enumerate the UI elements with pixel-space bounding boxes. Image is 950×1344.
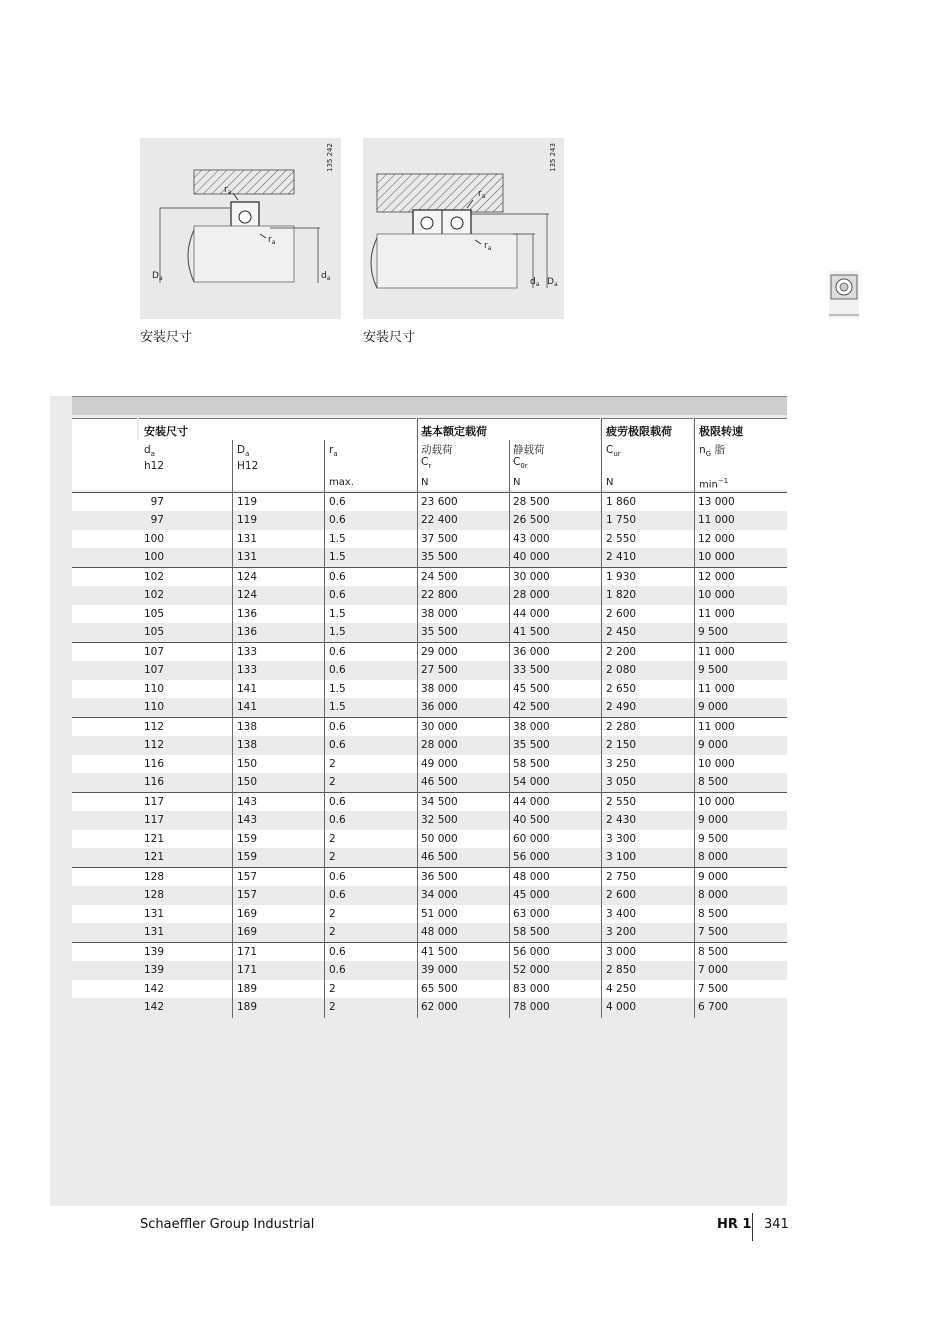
table-cell: 28 000 [513,588,550,601]
mounting-figure-2 [363,138,564,319]
header-fatigue: 疲劳极限载荷 [606,425,672,438]
table-cell: 8 000 [698,888,729,901]
table-cell: 54 000 [513,776,550,789]
table-cell: 141 [237,701,258,714]
table-cell: 48 000 [421,926,458,939]
table-cell: 189 [237,982,258,995]
table-cell: 1.5 [329,607,346,620]
table-cell: 0.6 [329,871,346,883]
table-cell: 121 [143,851,164,864]
table-cell: 9 500 [698,663,729,676]
table-row [72,830,787,849]
table-cell: 34 500 [421,796,458,808]
table-cell: 3 300 [606,832,637,845]
table-cell: 38 000 [421,607,458,620]
table-cell: 2 [329,926,336,939]
table-cell: 37 500 [421,532,458,545]
column-divider [509,440,510,1018]
table-cell: 124 [237,571,258,583]
table-cell: 9 000 [698,738,729,751]
figure-caption: 安装尺寸 [363,330,416,345]
table-cell: 171 [237,963,258,976]
table-cell: 131 [237,551,258,564]
table-cell: 1 930 [606,571,637,583]
table-cell: 1.5 [329,626,346,639]
ra-bottom-label: $r_a$ [484,241,492,252]
table-row [72,773,787,792]
table-row [72,961,787,980]
table-cell: 35 500 [513,738,550,751]
table-cell: 3 400 [606,907,637,920]
unit-cur: N [606,477,614,488]
group-header-blank [72,418,137,440]
table-row [72,998,787,1017]
mounting-drawing-pair [363,138,564,319]
table-cell: 7 500 [698,982,729,995]
table-cell: 157 [237,871,258,883]
table-row [72,792,787,812]
table-cell: 0.6 [329,813,346,826]
table-cell: 157 [237,888,258,901]
table-cell: 9 000 [698,701,729,714]
table-cell: 28 500 [513,496,550,508]
column-divider [324,440,325,1018]
figure-caption: 安装尺寸 [140,330,193,345]
subheader-dynamic: 动载荷 $C_r$ [421,444,453,471]
table-cell: 2 [329,851,336,864]
table-cell: 2 [329,776,336,789]
table-cell: 0.6 [329,663,346,676]
table-cell: 58 500 [513,757,550,770]
table-cell: 97 [150,513,164,526]
table-cell: 8 000 [698,851,729,864]
table-cell: 105 [143,626,164,639]
table-cell: 1.5 [329,701,346,714]
table-cell: 112 [143,738,164,751]
table-cell: 78 000 [513,1001,550,1014]
column-divider [232,440,233,1018]
table-cell: 62 000 [421,1001,458,1014]
table-cell: 12 000 [698,571,735,583]
table-cell: 117 [143,796,164,808]
table-cell: 0.6 [329,646,346,658]
table-cell: 46 500 [421,776,458,789]
da-label: $d_a$ [321,271,331,282]
table-cell: 119 [237,496,258,508]
table-cell: 141 [237,682,258,695]
table-row [72,567,787,587]
Da-label: $D_a$ [152,271,163,282]
table-cell: 0.6 [329,963,346,976]
table-cell: 2 280 [606,721,637,733]
table-cell: 50 000 [421,832,458,845]
table-cell: 23 600 [421,496,458,508]
table-row [72,736,787,755]
table-cell: 112 [143,721,164,733]
table-cell: 133 [237,663,258,676]
table-row [72,755,787,774]
table-cell: 2 080 [606,663,637,676]
unit-cr: N [421,477,429,488]
table-cell: 105 [143,607,164,620]
table-cell: 2 490 [606,701,637,714]
table-cell: 10 000 [698,588,735,601]
table-cell: 110 [143,682,164,695]
table-cell: 142 [143,982,164,995]
table-cell: 2 550 [606,532,637,545]
table-cell: 22 400 [421,513,458,526]
table-cell: 49 000 [421,757,458,770]
column-divider [601,418,602,1018]
table-row [72,848,787,867]
table-cell: 128 [143,871,164,883]
table-cell: 2 750 [606,871,637,883]
table-cell: 56 000 [513,946,550,958]
table-cell: 143 [237,796,258,808]
table-cell: 36 000 [421,701,458,714]
table-cell: 45 000 [513,888,550,901]
table-row [72,698,787,717]
subheader-static: 静载荷 $C_{0r}$ [513,444,545,471]
table-cell: 0.6 [329,571,346,583]
table-cell: 33 500 [513,663,550,676]
table-cell: 2 450 [606,626,637,639]
table-cell: 11 000 [698,646,735,658]
table-row [72,605,787,624]
table-row [72,511,787,530]
subheader-da: $d_a$ h12 [144,444,165,473]
table-cell: 9 000 [698,813,729,826]
table-cell: 10 000 [698,757,735,770]
table-cell: 1.5 [329,682,346,695]
table-cell: 44 000 [513,607,550,620]
table-cell: 133 [237,646,258,658]
table-cell: 65 500 [421,982,458,995]
table-cell: 3 050 [606,776,637,789]
table-cell: 36 000 [513,646,550,658]
table-cell: 56 000 [513,851,550,864]
table-cell: 131 [143,926,164,939]
table-cell: 35 500 [421,626,458,639]
table-cell: 41 500 [513,626,550,639]
table-cell: 171 [237,946,258,958]
subheader-ng: $n_G$ 脂 [699,444,725,459]
table-cell: 2 [329,907,336,920]
header-load-ratings: 基本额定载荷 [421,425,487,438]
table-cell: 30 000 [421,721,458,733]
footer-section: HR 1 [717,1217,752,1232]
table-cell: 150 [237,757,258,770]
table-cell: 63 000 [513,907,550,920]
table-cell: 0.6 [329,796,346,808]
table-cell: 46 500 [421,851,458,864]
table-cell: 1.5 [329,551,346,564]
table-cell: 128 [143,888,164,901]
table-cell: 100 [143,551,164,564]
table-cell: 48 000 [513,871,550,883]
column-divider [694,418,695,1018]
table-row [72,586,787,605]
table-cell: 0.6 [329,496,346,508]
table-cell: 1.5 [329,532,346,545]
table-cell: 2 600 [606,888,637,901]
table-row [72,942,787,962]
table-row [72,980,787,999]
table-cell: 2 410 [606,551,637,564]
table-row [72,548,787,567]
table-cell: 30 000 [513,571,550,583]
table-row [72,623,787,642]
table-cell: 124 [237,588,258,601]
table-cell: 10 000 [698,551,735,564]
table-cell: 119 [237,513,258,526]
table-cell: 11 000 [698,721,735,733]
table-cell: 3 000 [606,946,637,958]
table-cell: 10 000 [698,796,735,808]
table-cell: 1 820 [606,588,637,601]
table-cell: 8 500 [698,907,729,920]
table-cell: 9 500 [698,626,729,639]
table-row [72,492,787,512]
table-cell: 34 000 [421,888,458,901]
table-cell: 2 650 [606,682,637,695]
table-cell: 116 [143,776,164,789]
table-cell: 60 000 [513,832,550,845]
subheader-cur: $C_{ur}$ [606,444,621,459]
table-cell: 142 [143,1001,164,1014]
table-cell: 8 500 [698,946,729,958]
table-cell: 138 [237,721,258,733]
table-cell: 131 [237,532,258,545]
table-cell: 4 250 [606,982,637,995]
table-cell: 9 500 [698,832,729,845]
table-cell: 2 [329,757,336,770]
table-row [72,661,787,680]
table-cell: 117 [143,813,164,826]
table-cell: 40 000 [513,551,550,564]
table-cell: 3 100 [606,851,637,864]
table-cell: 139 [143,946,164,958]
table-cell: 51 000 [421,907,458,920]
table-cell: 136 [237,626,258,639]
ra-bottom-label: $r_a$ [268,235,276,246]
table-cell: 11 000 [698,513,735,526]
subheader-Da: $D_a$ H12 [237,444,259,473]
table-cell: 189 [237,1001,258,1014]
table-cell: 143 [237,813,258,826]
table-row [72,811,787,830]
header-speed: 极限转速 [699,425,743,438]
table-row [72,923,787,942]
table-row [72,867,787,887]
table-row [72,717,787,737]
table-cell: 7 500 [698,926,729,939]
table-cell: 169 [237,907,258,920]
mounting-drawing-single [140,138,341,319]
footer-separator [752,1213,753,1241]
da-label: $d_a$ [530,277,540,288]
table-cell: 2 550 [606,796,637,808]
table-row [72,642,787,662]
table-cell: 11 000 [698,607,735,620]
table-cell: 97 [150,496,164,508]
table-cell: 107 [143,646,164,658]
table-cell: 150 [237,776,258,789]
bearing-section-icon [829,271,859,318]
table-cell: 28 000 [421,738,458,751]
table-cell: 159 [237,851,258,864]
table-cell: 43 000 [513,532,550,545]
table-cell: 0.6 [329,513,346,526]
table-cell: 0.6 [329,721,346,733]
table-cell: 110 [143,701,164,714]
figure-code: 135 242 [326,143,334,172]
table-row [72,530,787,549]
table-cell: 116 [143,757,164,770]
table-cell: 12 000 [698,532,735,545]
table-cell: 26 500 [513,513,550,526]
table-cell: 7 000 [698,963,729,976]
table-cell: 159 [237,832,258,845]
table-cell: 52 000 [513,963,550,976]
table-cell: 169 [237,926,258,939]
table-cell: 138 [237,738,258,751]
table-cell: 3 200 [606,926,637,939]
table-row [72,886,787,905]
mounting-figure-1 [140,138,341,319]
figure-code: 135 243 [549,143,557,172]
table-cell: 107 [143,663,164,676]
table-cell: 1 750 [606,513,637,526]
table-cell: 6 700 [698,1001,729,1014]
table-cell: 0.6 [329,888,346,901]
table-cell: 131 [143,907,164,920]
table-cell: 22 800 [421,588,458,601]
table-cell: 41 500 [421,946,458,958]
table-cell: 9 000 [698,871,729,883]
table-cell: 121 [143,832,164,845]
table-cell: 0.6 [329,588,346,601]
table-cell: 8 500 [698,776,729,789]
Da-label: $D_a$ [547,277,558,288]
table-cell: 2 600 [606,607,637,620]
table-cell: 32 500 [421,813,458,826]
table-cell: 0.6 [329,946,346,958]
table-cell: 2 [329,832,336,845]
table-row [72,680,787,699]
table-cell: 3 250 [606,757,637,770]
table-cell: 1 860 [606,496,637,508]
table-cell: 4 000 [606,1001,637,1014]
table-cell: 35 500 [421,551,458,564]
ra-top-label: $r_a$ [224,185,232,196]
table-cell: 11 000 [698,682,735,695]
table-cell: 44 000 [513,796,550,808]
column-divider [417,418,418,1018]
table-cell: 0.6 [329,738,346,751]
table-cell: 139 [143,963,164,976]
footer-page-number: 341 [764,1217,789,1232]
table-cell: 102 [143,588,164,601]
table-row [72,905,787,924]
table-cell: 38 000 [513,721,550,733]
table-cell: 39 000 [421,963,458,976]
table-cell: 45 500 [513,682,550,695]
table-cell: 38 000 [421,682,458,695]
table-cell: 2 430 [606,813,637,826]
table-cell: 2 [329,982,336,995]
table-cell: 2 150 [606,738,637,751]
table-header-bar [72,396,787,415]
table-cell: 2 [329,1001,336,1014]
unit-ng: $\min^{-1}$ [699,477,729,491]
table-cell: 36 500 [421,871,458,883]
table-cell: 2 200 [606,646,637,658]
table-cell: 42 500 [513,701,550,714]
table-cell: 13 000 [698,496,735,508]
header-mounting: 安装尺寸 [144,425,188,438]
table-cell: 102 [143,571,164,583]
table-cell: 83 000 [513,982,550,995]
ra-top-label: $r_a$ [478,189,486,200]
footer-brand: Schaeffler Group Industrial [140,1217,315,1232]
table-cell: 136 [237,607,258,620]
table-cell: 27 500 [421,663,458,676]
subheader-ra: $r_a$ [329,444,338,459]
table-cell: 2 850 [606,963,637,976]
table-cell: 100 [143,532,164,545]
unit-c0r: N [513,477,521,488]
table-cell: 24 500 [421,571,458,583]
unit-ra: max. [329,477,354,488]
table-cell: 29 000 [421,646,458,658]
table-cell: 40 500 [513,813,550,826]
table-cell: 58 500 [513,926,550,939]
